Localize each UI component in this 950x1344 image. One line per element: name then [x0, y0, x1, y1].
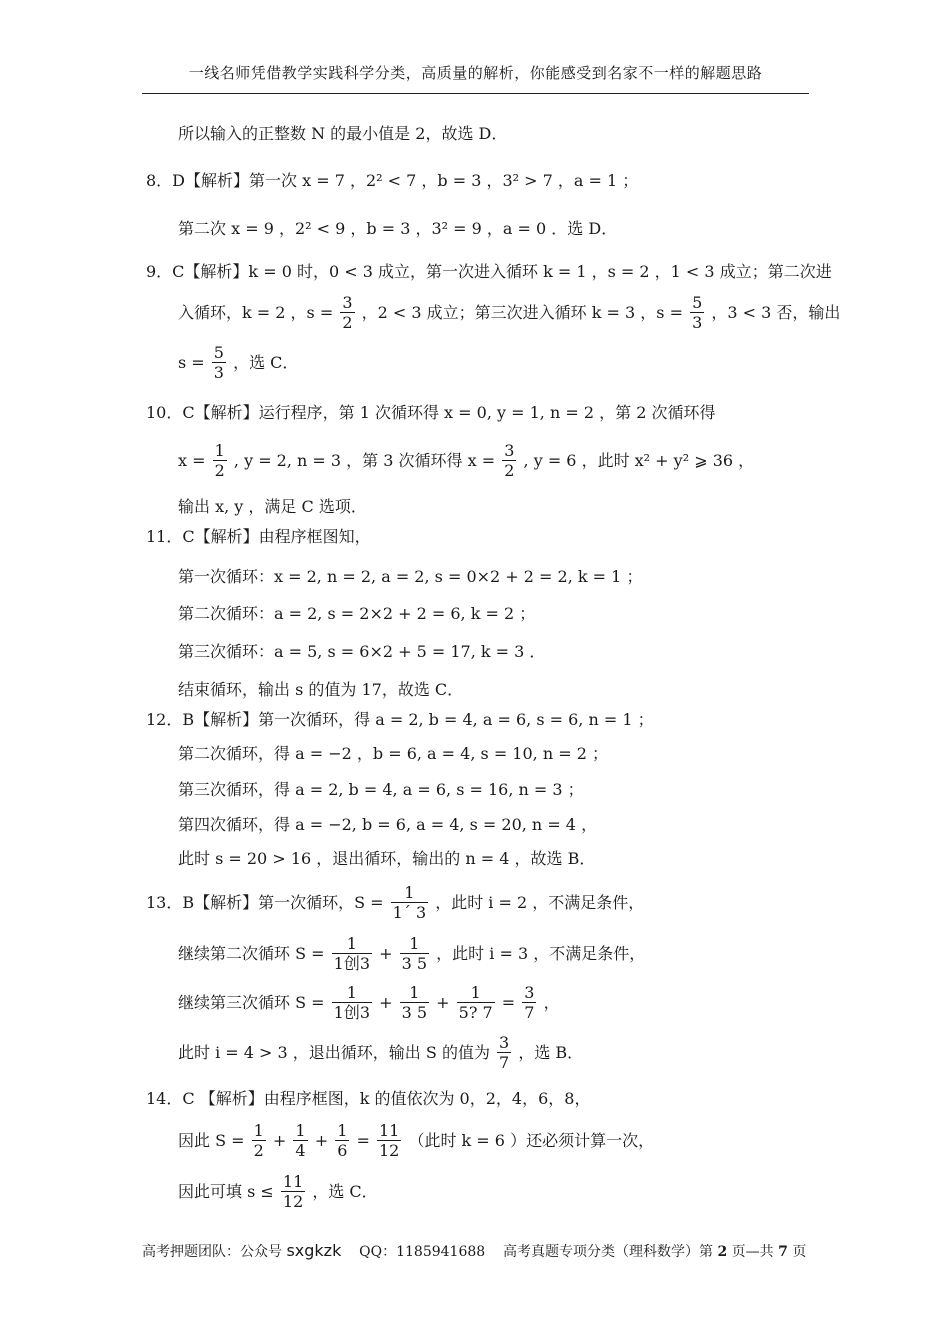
text-line: 输出 x, y ，满足 C 选项．: [178, 497, 367, 516]
denominator: 3 5: [401, 954, 428, 973]
text-segment: ，选 B．: [518, 1043, 584, 1062]
text-line: [178, 442, 754, 481]
denominator: 12: [378, 1141, 400, 1160]
numerator: 1: [214, 441, 225, 460]
answer-14: 14．C 【解析】由程序框图，k 的值依次为 0，2，4，6，8，: [146, 1089, 591, 1108]
text-line: [178, 984, 560, 1023]
denominator: 6: [337, 1141, 348, 1160]
text-line: 第二次循环，得 a = −2 ，b = 6, a = 4, s = 10, n = 2 ；: [178, 744, 608, 763]
numerator: 1: [253, 1121, 264, 1140]
answer-12: 12．B【解析】第一次循环，得 a = 2, b = 4, a = 6, s = 6, n = 1 ；: [146, 710, 654, 729]
numerator: 1: [332, 935, 372, 954]
text-line: 第二次循环：a = 2, s = 2×2 + 2 = 6, k = 2 ；: [178, 604, 536, 623]
fraction: [212, 344, 226, 383]
text-line: [178, 935, 645, 974]
text-segment: 继续第二次循环 S =: [178, 944, 325, 963]
text-line: 结束循环，输出 s 的值为 17，故选 C．: [178, 680, 464, 699]
fraction: [332, 984, 372, 1023]
fraction: [457, 984, 495, 1023]
numerator: 3: [504, 441, 515, 460]
fraction: [391, 884, 428, 923]
text-segment: ，选 C．: [312, 1182, 378, 1201]
numerator: 11: [378, 1121, 400, 1140]
text-segment: ，2 < 3 成立；第三次进入循环 k = 3 ，s =: [361, 303, 683, 322]
fraction: [400, 984, 429, 1023]
footer-end: 页: [792, 1244, 807, 1260]
text-line: 第三次循环，得 a = 2, b = 4, a = 6, s = 16, n = 3 ；: [178, 780, 584, 799]
plus-sign: +: [379, 993, 393, 1012]
answer-11: 11．C【解析】由程序框图知，: [146, 527, 371, 546]
fraction: [502, 442, 516, 481]
footer-total-pages: 7: [778, 1244, 788, 1260]
header-rule: [142, 93, 809, 94]
numerator: 1: [295, 1121, 306, 1140]
text-line: [178, 1034, 583, 1073]
text-line: 第一次循环：x = 2, n = 2, a = 2, s = 0×2 + 2 = 2, k = 1 ；: [178, 567, 643, 586]
fraction: [252, 1122, 266, 1161]
fraction: [281, 1173, 305, 1212]
numerator: 1: [400, 935, 429, 954]
answer-10: 10．C【解析】运行程序，第 1 次循环得 x = 0, y = 1, n = 2 ，第 2 次循环得: [146, 403, 716, 422]
text-line: 第二次 x = 9 ，2² < 9 ，b = 3 ，3² = 9 ，a = 0 ．选 D．: [178, 219, 618, 238]
text-line: 此时 s = 20 > 16 ，退出循环，输出的 n = 4 ，故选 B．: [178, 849, 596, 868]
text-segment: ，此时 i = 2 ，不满足条件，: [435, 893, 645, 912]
denominator: 2: [342, 313, 353, 332]
footer-category: 高考真题专项分类（理科数学）第: [503, 1244, 713, 1260]
footer-mid: 页—共: [731, 1244, 774, 1260]
denominator: 2: [214, 461, 225, 480]
footer-qq: QQ：1185941688: [359, 1244, 486, 1260]
fraction: [522, 984, 536, 1023]
numerator: 3: [499, 1033, 510, 1052]
numerator: 1: [457, 984, 495, 1003]
plus-sign: +: [379, 944, 393, 963]
text-line: 第四次循环，得 a = −2, b = 6, a = 4, s = 20, n = 4 ，: [178, 815, 598, 834]
denominator: 7: [524, 1003, 535, 1022]
numerator: 5: [213, 343, 224, 362]
text-line: [178, 294, 840, 333]
denominator: 3 5: [401, 1003, 428, 1022]
numerator: 1: [400, 984, 429, 1003]
text-segment: （此时 k = 6 ）还必须计算一次，: [408, 1131, 655, 1150]
text-segment: 继续第三次循环 S =: [178, 993, 325, 1012]
fraction: [340, 294, 354, 333]
footer-wechat: sxgkzk: [286, 1241, 342, 1260]
equals-sign: =: [356, 1131, 370, 1150]
denominator: 3: [692, 313, 703, 332]
fraction: [497, 1034, 511, 1073]
footer-team: 高考押题团队：公众号: [142, 1244, 282, 1260]
denominator: 5? 7: [458, 1003, 493, 1022]
answer-9: 9．C【解析】k = 0 时，0 < 3 成立，第一次进入循环 k = 1 ，s = 2 ，1 < 3 成立；第二次进: [146, 262, 832, 281]
text-segment: s =: [178, 353, 205, 372]
answer-8: 8．D【解析】第一次 x = 7 ，2² < 7 ，b = 3 ，3² > 7 ，a = 1 ；: [146, 171, 639, 190]
fraction: [690, 294, 704, 333]
text-segment: 13．B【解析】第一次循环，S =: [146, 893, 384, 912]
fraction: [332, 935, 372, 974]
text-line: [178, 344, 298, 383]
plus-sign: +: [272, 1131, 287, 1150]
text-segment: ，3 < 3 否，输出: [711, 303, 841, 322]
denominator: 3: [213, 363, 224, 382]
plus-sign: +: [314, 1131, 329, 1150]
fraction: [293, 1122, 307, 1161]
text-segment: 此时 i = 4 > 3 ，退出循环，输出 S 的值为: [178, 1043, 490, 1062]
denominator: 7: [499, 1053, 510, 1072]
text-segment: x =: [178, 451, 206, 470]
text-segment: ，此时 i = 3 ，不满足条件，: [436, 944, 646, 963]
numerator: 5: [692, 293, 703, 312]
text-line: [178, 1122, 654, 1161]
numerator: 3: [342, 293, 353, 312]
text-segment: ，选 C．: [233, 353, 299, 372]
answer-13: [146, 884, 644, 923]
numerator: 11: [282, 1172, 304, 1191]
fraction: [335, 1122, 349, 1161]
text-line: 第三次循环：a = 5, s = 6×2 + 5 = 17, k = 3 ．: [178, 642, 546, 661]
text-line: [178, 1173, 378, 1212]
denominator: 2: [253, 1141, 264, 1160]
plus-sign: +: [436, 993, 450, 1012]
footer-page-number: 2: [717, 1244, 728, 1260]
page-header: 一线名师凭借教学实践科学分类，高质量的解析，你能感受到名家不一样的解题思路: [188, 64, 763, 82]
text-line: 所以输入的正整数 N 的最小值是 2，故选 D．: [178, 124, 508, 143]
denominator: 12: [282, 1192, 304, 1211]
numerator: 1: [337, 1121, 348, 1140]
fraction: [213, 442, 227, 481]
denominator: 1创3: [333, 1003, 371, 1022]
text-segment: 因此可填 s ≤: [178, 1182, 274, 1201]
text-segment: 入循环，k = 2 ，s =: [178, 303, 334, 322]
fraction: [400, 935, 429, 974]
text-segment: , y = 2, n = 3 ，第 3 次循环得 x =: [233, 451, 496, 470]
denominator: 4: [295, 1141, 306, 1160]
text-segment: 因此 S =: [178, 1131, 245, 1150]
denominator: 1创3: [333, 954, 371, 973]
denominator: 1´ 3: [392, 903, 427, 922]
numerator: 1: [391, 884, 428, 903]
equals-sign: =: [501, 993, 516, 1012]
page-footer: [142, 1241, 806, 1261]
text-segment: ，: [543, 993, 560, 1012]
numerator: 3: [524, 983, 535, 1002]
text-segment: , y = 6 ，此时 x² + y² ⩾ 36 ，: [523, 451, 755, 470]
denominator: 2: [504, 461, 515, 480]
numerator: 1: [332, 984, 372, 1003]
fraction: [377, 1122, 401, 1161]
